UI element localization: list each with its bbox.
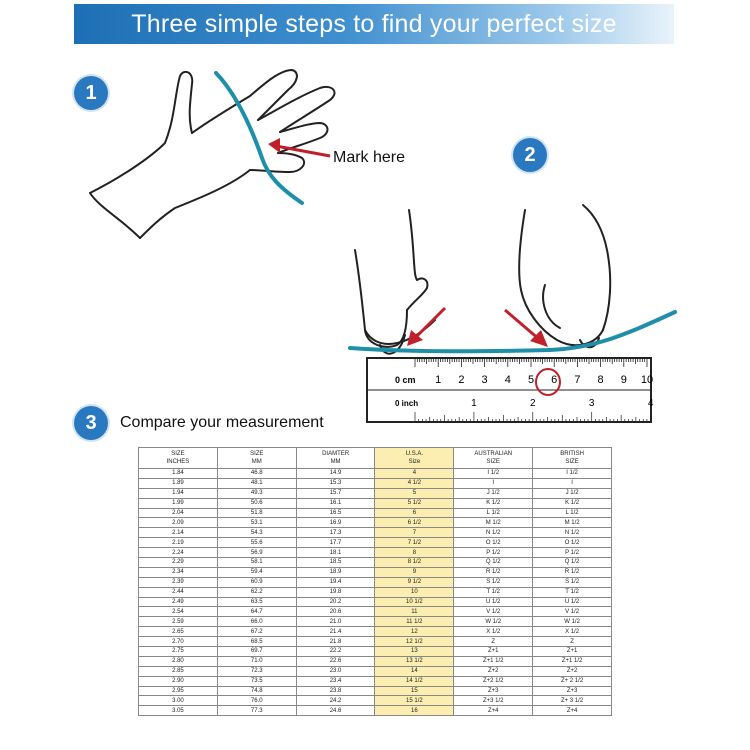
table-cell: J 1/2 — [454, 488, 533, 498]
table-cell: 63.5 — [217, 597, 296, 607]
table-cell: I — [533, 478, 612, 488]
table-cell: S 1/2 — [533, 577, 612, 587]
table-cell: 12 1/2 — [375, 637, 454, 647]
two-hands-outline — [355, 205, 610, 354]
table-cell: R 1/2 — [533, 567, 612, 577]
table-cell: Z+3 1/2 — [454, 696, 533, 706]
column-header — [375, 448, 454, 469]
table-cell: 77.3 — [217, 706, 296, 716]
table-cell: 23.0 — [296, 666, 375, 676]
table-row — [139, 587, 612, 597]
table-row — [139, 478, 612, 488]
table-cell: 19.8 — [296, 587, 375, 597]
column-header — [454, 448, 533, 469]
table-cell: 59.4 — [217, 567, 296, 577]
table-cell: 60.9 — [217, 577, 296, 587]
table-cell: 15 1/2 — [375, 696, 454, 706]
table-body — [139, 469, 612, 716]
table-cell: 2.54 — [139, 607, 218, 617]
table-row — [139, 627, 612, 637]
table-cell: 2.49 — [139, 597, 218, 607]
table-cell: 16.5 — [296, 508, 375, 518]
table-cell: 67.2 — [217, 627, 296, 637]
column-header-line: MM — [251, 459, 262, 465]
table-cell: 2.80 — [139, 656, 218, 666]
table-cell: 8 — [375, 548, 454, 558]
table-cell: 15.7 — [296, 488, 375, 498]
column-header-line: DIAMTER — [322, 451, 350, 457]
table-row — [139, 637, 612, 647]
column-header-line: AUSTRALIAN — [474, 451, 513, 457]
table-cell: 21.4 — [296, 627, 375, 637]
table-cell: 17.3 — [296, 528, 375, 538]
table-cell: 6 1/2 — [375, 518, 454, 528]
table-cell: 1.99 — [139, 498, 218, 508]
table-cell: 19.4 — [296, 577, 375, 587]
table-cell: Z+2 — [454, 666, 533, 676]
table-cell: 5 1/2 — [375, 498, 454, 508]
table-cell: 72.3 — [217, 666, 296, 676]
table-cell: Z+3 — [533, 686, 612, 696]
table-cell: J 1/2 — [533, 488, 612, 498]
table-cell: 48.1 — [217, 478, 296, 488]
cm-tick-label: 6 — [551, 374, 558, 386]
table-cell: P 1/2 — [454, 548, 533, 558]
table-cell: Z+4 — [533, 706, 612, 716]
table-cell: U 1/2 — [533, 597, 612, 607]
table-cell: 55.6 — [217, 538, 296, 548]
table-row — [139, 518, 612, 528]
table-cell: 1.94 — [139, 488, 218, 498]
table-cell: R 1/2 — [454, 567, 533, 577]
mark-here-label: Mark here — [333, 149, 406, 166]
hand-outline — [90, 70, 335, 238]
table-row — [139, 469, 612, 479]
table-cell: 15.3 — [296, 478, 375, 488]
table-cell: X 1/2 — [454, 627, 533, 637]
table-cell: 73.5 — [217, 676, 296, 686]
table-cell: 2.29 — [139, 558, 218, 568]
table-cell: 11 — [375, 607, 454, 617]
table-cell: 7 — [375, 528, 454, 538]
table-cell: 2.65 — [139, 627, 218, 637]
table-cell: 3.05 — [139, 706, 218, 716]
table-row — [139, 558, 612, 568]
table-row — [139, 696, 612, 706]
table-cell: 22.2 — [296, 647, 375, 657]
table-cell: 51.8 — [217, 508, 296, 518]
table-cell: 2.90 — [139, 676, 218, 686]
column-header-line: SIZE — [250, 451, 264, 457]
table-cell: 18.1 — [296, 548, 375, 558]
table-cell: 4 — [375, 469, 454, 479]
column-header — [217, 448, 296, 469]
table-cell: 58.1 — [217, 558, 296, 568]
table-cell: 10 — [375, 587, 454, 597]
column-header-line: SIZE — [486, 459, 500, 465]
table-cell: 14 1/2 — [375, 676, 454, 686]
table-cell: T 1/2 — [533, 587, 612, 597]
ruler-inch-label: 0 inch — [395, 399, 419, 408]
table-row — [139, 656, 612, 666]
ruler-measurement-illustration — [345, 200, 680, 430]
table-row — [139, 647, 612, 657]
table-cell: M 1/2 — [533, 518, 612, 528]
table-cell: 2.44 — [139, 587, 218, 597]
table-cell: 62.2 — [217, 587, 296, 597]
table-cell: 23.8 — [296, 686, 375, 696]
table-cell: Q 1/2 — [533, 558, 612, 568]
column-header-line: MM — [330, 459, 341, 465]
table-cell: X 1/2 — [533, 627, 612, 637]
table-cell: V 1/2 — [454, 607, 533, 617]
table-cell: K 1/2 — [533, 498, 612, 508]
table-cell: 2.85 — [139, 666, 218, 676]
table-cell: K 1/2 — [454, 498, 533, 508]
table-row — [139, 617, 612, 627]
table-cell: N 1/2 — [454, 528, 533, 538]
table-cell: 2.19 — [139, 538, 218, 548]
table-cell: 2.59 — [139, 617, 218, 627]
table-cell: M 1/2 — [454, 518, 533, 528]
table-cell: 66.0 — [217, 617, 296, 627]
table-cell: 8 1/2 — [375, 558, 454, 568]
table-cell: 16.1 — [296, 498, 375, 508]
table-header-row — [139, 448, 612, 469]
ruler-cm-label: 0 cm — [395, 375, 416, 385]
cm-tick-label: 1 — [435, 374, 442, 386]
table-cell: 13 — [375, 647, 454, 657]
mark-arrowhead — [268, 138, 280, 153]
table-cell: 71.0 — [217, 656, 296, 666]
cm-tick-label: 9 — [620, 374, 627, 386]
table-cell: 9 1/2 — [375, 577, 454, 587]
table-cell: 13 1/2 — [375, 656, 454, 666]
table-row — [139, 607, 612, 617]
table-row — [139, 488, 612, 498]
column-header — [296, 448, 375, 469]
table-cell: Z+1 — [454, 647, 533, 657]
table-cell: 16 — [375, 706, 454, 716]
table-cell: 2.75 — [139, 647, 218, 657]
table-cell: 2.14 — [139, 528, 218, 538]
table-cell: 14.9 — [296, 469, 375, 479]
table-cell: 2.04 — [139, 508, 218, 518]
table-cell: I — [454, 478, 533, 488]
table-cell: 21.8 — [296, 637, 375, 647]
table-cell: Z+2 — [533, 666, 612, 676]
table-cell: V 1/2 — [533, 607, 612, 617]
table-cell: 10 1/2 — [375, 597, 454, 607]
table-cell: 15 — [375, 686, 454, 696]
table-cell: L 1/2 — [454, 508, 533, 518]
cm-tick-label: 10 — [640, 374, 654, 386]
table-cell: I 1/2 — [454, 469, 533, 479]
table-cell: 3.00 — [139, 696, 218, 706]
table-row — [139, 676, 612, 686]
table-cell: 56.9 — [217, 548, 296, 558]
table-cell: O 1/2 — [533, 538, 612, 548]
cm-tick-label: 5 — [527, 374, 535, 386]
table-cell: Z — [454, 637, 533, 647]
table-cell: N 1/2 — [533, 528, 612, 538]
table-cell: 46.8 — [217, 469, 296, 479]
column-header-line: SIZE — [171, 451, 185, 457]
table-cell: I 1/2 — [533, 469, 612, 479]
table-cell: 7 1/2 — [375, 538, 454, 548]
ring-size-table — [138, 447, 612, 716]
table-row — [139, 548, 612, 558]
step-2-number: 2 — [524, 143, 536, 166]
table-cell: 23.4 — [296, 676, 375, 686]
table-cell: 17.7 — [296, 538, 375, 548]
table-cell: W 1/2 — [533, 617, 612, 627]
left-red-arrow — [415, 308, 445, 338]
table-cell: 1.89 — [139, 478, 218, 488]
table-cell: 64.7 — [217, 607, 296, 617]
column-header — [139, 448, 218, 469]
column-header-line: U.S.A. — [405, 451, 424, 457]
table-cell: Z+2 1/2 — [454, 676, 533, 686]
table-cell: 24.6 — [296, 706, 375, 716]
table-cell: 6 — [375, 508, 454, 518]
cm-tick-label: 7 — [574, 374, 581, 386]
table-cell: Z+ 3 1/2 — [533, 696, 612, 706]
table-row — [139, 706, 612, 716]
step-2-badge — [513, 138, 547, 172]
table-cell: 2.24 — [139, 548, 218, 558]
table-cell: O 1/2 — [454, 538, 533, 548]
table-cell: 2.09 — [139, 518, 218, 528]
step-1-number: 1 — [85, 81, 97, 104]
column-header-line: Size — [408, 459, 421, 465]
table-cell: Z — [533, 637, 612, 647]
table-cell: Z+3 — [454, 686, 533, 696]
compare-measurement-heading: Compare your measurement — [120, 414, 324, 431]
table-cell: Z+1 — [533, 647, 612, 657]
table-cell: 22.6 — [296, 656, 375, 666]
inch-tick-label: 4 — [647, 398, 654, 409]
table-cell: 54.3 — [217, 528, 296, 538]
column-header-line: SIZE — [565, 459, 579, 465]
table-cell: 74.8 — [217, 686, 296, 696]
inch-tick-label: 1 — [471, 398, 477, 409]
table-cell: 2.39 — [139, 577, 218, 587]
table-cell: 53.1 — [217, 518, 296, 528]
table-cell: 18.5 — [296, 558, 375, 568]
table-cell: 20.2 — [296, 597, 375, 607]
table-cell: L 1/2 — [533, 508, 612, 518]
table-cell: U 1/2 — [454, 597, 533, 607]
table-cell: 50.6 — [217, 498, 296, 508]
table-cell: 68.5 — [217, 637, 296, 647]
table-cell: 20.6 — [296, 607, 375, 617]
right-red-arrow — [505, 310, 540, 340]
inch-tick-label: 2 — [530, 398, 536, 409]
table-cell: 2.95 — [139, 686, 218, 696]
table-cell: W 1/2 — [454, 617, 533, 627]
cm-tick-label: 4 — [504, 374, 511, 386]
table-row — [139, 666, 612, 676]
table-cell: 49.3 — [217, 488, 296, 498]
table-cell: 24.2 — [296, 696, 375, 706]
cm-tick-label: 2 — [458, 374, 465, 386]
column-header-line: INCHES — [166, 459, 190, 465]
table-cell: Z+1 1/2 — [454, 656, 533, 666]
table-cell: S 1/2 — [454, 577, 533, 587]
table-cell: P 1/2 — [533, 548, 612, 558]
table-row — [139, 528, 612, 538]
cm-tick-label: 8 — [597, 374, 604, 386]
table-cell: T 1/2 — [454, 587, 533, 597]
cm-tick-label: 3 — [481, 374, 488, 386]
step-3-number: 3 — [85, 411, 97, 434]
table-cell: 76.0 — [217, 696, 296, 706]
table-row — [139, 577, 612, 587]
inch-tick-label: 3 — [588, 398, 595, 409]
step-3-badge — [74, 406, 108, 440]
table-cell: Z+ 2 1/2 — [533, 676, 612, 686]
title-banner — [74, 4, 674, 44]
table-cell: 69.7 — [217, 647, 296, 657]
table-cell: 2.34 — [139, 567, 218, 577]
column-header — [533, 448, 612, 469]
table-cell: Q 1/2 — [454, 558, 533, 568]
table-row — [139, 508, 612, 518]
table-cell: 5 — [375, 488, 454, 498]
table-cell: Z+4 — [454, 706, 533, 716]
table-cell: 4 1/2 — [375, 478, 454, 488]
table-row — [139, 686, 612, 696]
table-row — [139, 498, 612, 508]
table-row — [139, 538, 612, 548]
table-cell: 16.9 — [296, 518, 375, 528]
table-cell: 14 — [375, 666, 454, 676]
table-cell: 1.84 — [139, 469, 218, 479]
table-cell: 12 — [375, 627, 454, 637]
table-cell: 2.70 — [139, 637, 218, 647]
table-cell: 11 1/2 — [375, 617, 454, 627]
table-row — [139, 567, 612, 577]
table-cell: 21.0 — [296, 617, 375, 627]
table-cell: 18.9 — [296, 567, 375, 577]
column-header-line: BRITISH — [560, 451, 584, 457]
table-cell: 9 — [375, 567, 454, 577]
table-row — [139, 597, 612, 607]
banner-title: Three simple steps to find your perfect size — [131, 9, 617, 38]
table-cell: Z+1 1/2 — [533, 656, 612, 666]
